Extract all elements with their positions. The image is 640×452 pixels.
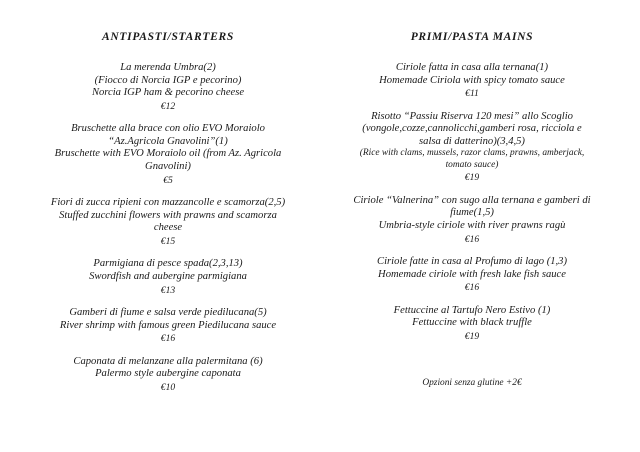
- dish-detail-it-cont: salsa di datterino)(3,4,5): [419, 135, 525, 147]
- dish-price: €13: [160, 284, 176, 296]
- dish-name-en-cont: cheese: [153, 222, 183, 234]
- menu-column-primi: [320, 30, 632, 389]
- dish-name-en: Fettuccine with black truffle: [412, 317, 532, 329]
- dish-detail-it: (vongole,cozze,cannolicchi,gamberi rosa, ricciola e: [362, 123, 582, 135]
- dish-name-it: Bruschette alla brace con olio EVO Moraiolo: [71, 123, 265, 135]
- dish-name-en-cont: Gnavolini): [145, 161, 191, 173]
- dish-name-en: Homemade Ciriola with spicy tomato sauce: [379, 74, 565, 86]
- menu-column-antipasti: [8, 30, 320, 405]
- dish-price: €16: [160, 333, 176, 345]
- menu-item: [326, 256, 618, 295]
- dish-price: €19: [464, 172, 480, 184]
- dish-price: €16: [464, 282, 480, 294]
- dish-name-en: Stuffed zucchini flowers with prawns and scamorza: [59, 209, 277, 221]
- dish-price: €19: [464, 330, 480, 342]
- dish-price: €11: [465, 88, 479, 100]
- dish-name-en: Bruschette with EVO Moraiolo oil (from Az. Agricola: [54, 148, 282, 160]
- dish-name-en: River shrimp with famous green Piedilucana sauce: [59, 319, 277, 331]
- section-title-antipasti: ANTIPASTI/STARTERS: [102, 31, 234, 43]
- dish-name-it: Ciriole fatta in casa alla ternana(1): [395, 62, 549, 73]
- dish-name-it: Ciriole “Valnerina” con sugo alla ternana e gamberi di: [353, 194, 591, 206]
- dish-name-it: La merenda Umbra(2): [120, 62, 216, 73]
- dish-detail-it: “Az.Agricola Gnavolini”(1): [108, 135, 228, 147]
- dish-detail-it: (Fiocco di Norcia IGP e pecorino): [94, 74, 242, 86]
- dish-name-en: Umbria-style ciriole with river prawns ragù: [378, 219, 566, 231]
- section-title-primi: PRIMI/PASTA MAINS: [410, 31, 534, 43]
- dish-name-en: (Rice with clams, mussels, razor clams, prawns, amberjack,: [359, 148, 585, 159]
- dish-name-it: Fiori di zucca ripieni con mazzancolle e scamorza(2,5): [50, 197, 286, 209]
- dish-name-en: Swordfish and aubergine parmigiana: [89, 271, 247, 283]
- dish-price: €16: [464, 233, 480, 245]
- dish-detail-it: fiume(1,5): [450, 207, 494, 219]
- menu-item: [326, 305, 618, 344]
- dish-price: €12: [160, 100, 176, 112]
- dish-name-it: Gamberi di fiume e salsa verde piedilucana(5): [69, 307, 267, 319]
- dish-price: €5: [163, 174, 173, 186]
- dish-name-en: Homemade ciriole with fresh lake fish sauce: [378, 268, 566, 280]
- menu-item: [22, 258, 314, 297]
- dish-price: €15: [160, 235, 176, 247]
- menu-item: [22, 307, 314, 346]
- menu-item: [22, 123, 314, 187]
- menu-item: [326, 195, 618, 246]
- menu-item: [22, 197, 314, 248]
- dish-name-it: Risotto “Passiu Riserva 120 mesi” allo Scoglio: [371, 110, 573, 122]
- dish-name-it: Ciriole fatte in casa al Profumo di lago (1,3): [377, 256, 567, 268]
- dish-name-it: Caponata di melanzane alla palermitana (6): [73, 355, 263, 367]
- menu-item: [22, 62, 314, 113]
- menu-item: [326, 111, 618, 185]
- dish-name-en: Norcia IGP ham & pecorino cheese: [91, 87, 245, 99]
- dish-name-en: Palermo style aubergine caponata: [95, 368, 241, 380]
- dish-name-it: Parmigiana di pesce spada(2,3,13): [93, 258, 243, 270]
- gluten-free-note: Opzioni senza glutine +2€: [422, 378, 522, 389]
- dish-name-it: Fettuccine al Tartufo Nero Estivo (1): [393, 304, 551, 316]
- menu-item: [326, 62, 618, 101]
- dish-name-en-cont: tomato sauce): [445, 159, 499, 170]
- menu-item: [22, 356, 314, 395]
- dish-price: €10: [160, 382, 176, 393]
